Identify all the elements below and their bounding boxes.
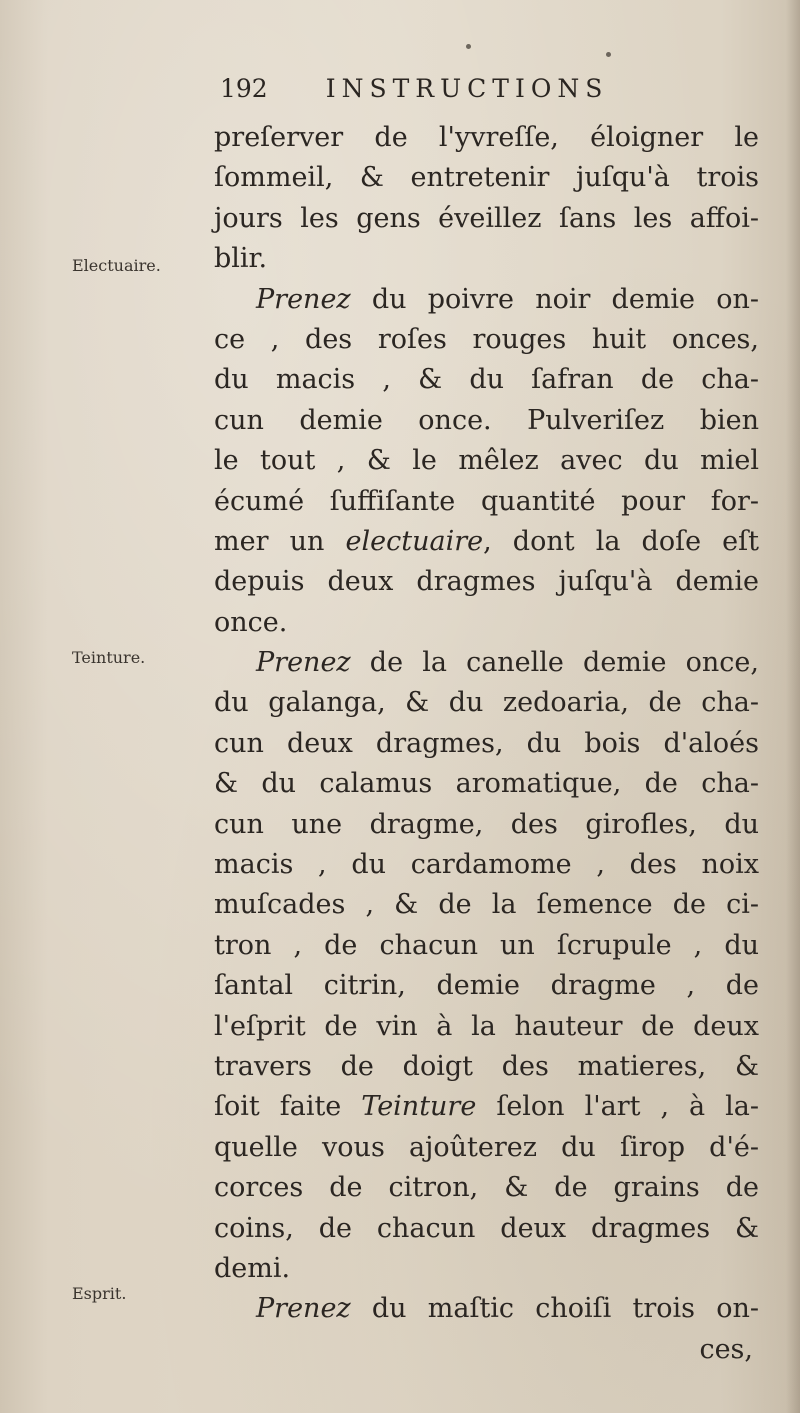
text-line: & du calamus aromatique, de cha- — [214, 768, 759, 800]
catchword: ces, — [699, 1333, 753, 1365]
text-line: once. — [214, 606, 288, 638]
text-line: cun demie once. Pulveriſez bien — [214, 404, 759, 436]
text-line: quelle vous ajoûterez du ſirop d'é- — [214, 1131, 759, 1163]
text-line — [214, 643, 759, 683]
text-line: macis , du cardamome , des noix — [214, 849, 759, 881]
text-line: corces de citron, & de grains de — [214, 1172, 759, 1204]
margin-note-esprit: Esprit. — [72, 1284, 127, 1303]
text-line: écumé ſuffiſante quantité pour for- — [214, 485, 759, 517]
text-line: blir. — [214, 243, 268, 275]
text-line: preſerver de l'yvreſſe, éloigner le — [214, 122, 759, 153]
text-line: le tout , & le mêlez avec du miel — [214, 445, 759, 477]
text-line: du macis , & du ſafran de cha- — [214, 364, 759, 396]
page-number: 192 — [220, 74, 268, 103]
text-line: ſommeil, & entretenir juſqu'à trois — [214, 162, 759, 194]
running-title: INSTRUCTIONS — [325, 74, 609, 103]
text-line — [214, 1087, 759, 1127]
text-line — [214, 522, 759, 562]
text-line: coins, de chacun deux dragmes & — [214, 1212, 759, 1244]
running-head — [220, 74, 608, 114]
page-edge-shadow — [786, 0, 800, 1413]
text-span: mer un — [214, 525, 346, 557]
italic-word: Teinture — [361, 1091, 477, 1123]
text-span: du maſtic choiſi trois on- — [350, 1293, 759, 1325]
ink-speck — [466, 44, 471, 49]
text-line: travers de doigt des matieres, & — [214, 1050, 759, 1082]
text-line — [214, 1289, 759, 1329]
text-line: jours les gens éveillez ſans les affoi- — [214, 202, 759, 234]
text-span: ſoit faite — [214, 1091, 362, 1123]
body-text — [214, 118, 759, 1370]
ink-speck — [606, 52, 611, 57]
text-line: ce , des roſes rouges huit onces, — [214, 323, 759, 355]
italic-word: Prenez — [256, 647, 351, 679]
text-line: cun deux dragmes, du bois d'aloés — [214, 727, 759, 759]
text-span: de la canelle demie once, — [350, 647, 759, 679]
italic-word: electuaire — [345, 525, 484, 557]
text-line: l'eſprit de vin à la hauteur de deux — [214, 1010, 759, 1042]
text-span: ſelon l'art , à la- — [476, 1091, 759, 1123]
text-line: du galanga, & du zedoaria, de cha- — [214, 687, 759, 719]
italic-word: Prenez — [256, 283, 351, 315]
italic-word: Prenez — [256, 1293, 351, 1325]
text-line: demi. — [214, 1252, 291, 1284]
text-span: , dont la doſe eſt — [483, 525, 759, 557]
text-line: tron , de chacun un ſcrupule , du — [214, 929, 759, 961]
text-span: du poivre noir demie on- — [350, 283, 759, 315]
margin-note-electuaire: Electuaire. — [72, 256, 161, 275]
text-line: muſcades , & de la ſemence de ci- — [214, 889, 759, 921]
text-line: cun une dragme, des girofles, du — [214, 808, 759, 840]
text-line — [214, 280, 759, 320]
text-line: ſantal citrin, demie dragme , de — [214, 970, 759, 1002]
margin-note-teinture: Teinture. — [72, 648, 146, 667]
text-line: depuis deux dragmes juſqu'à demie — [214, 566, 759, 598]
